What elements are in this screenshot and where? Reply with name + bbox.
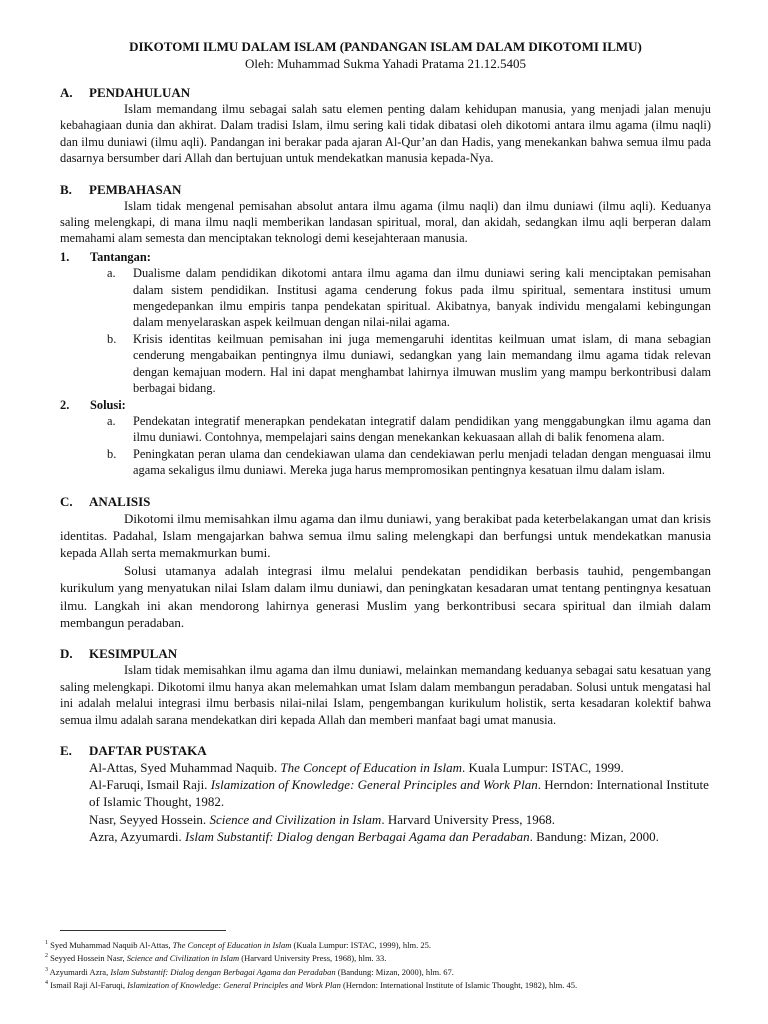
reference-entry: Al-Attas, Syed Muhammad Naquib. The Concept of Education in Islam. Kuala Lumpur: ISTAC, 1999. [89, 760, 624, 775]
list-number: 1. [60, 249, 70, 264]
list-item-text: Peningkatan peran ulama dan cendekiawan ulama dan cendekiawan perlu menjadi teladan dengan menguasai ilmu agama sekaligus ilmu duniawi. Mereka juga harus mempromosikan pentingnya kesatuan ilmu dalam islam. [133, 446, 711, 478]
section-letter: B. [60, 181, 72, 197]
paragraph: Islam tidak mengenal pemisahan absolut antara ilmu agama (ilmu naqli) dan ilmu duniawi (ilmu aqli). Keduanya saling melengkapi, di mana ilmu naqli memberikan landasan spiritual, moral, dan akidah, sedangkan ilmu aqli berperan dalam memahami alam semesta dan menciptakan teknologi demi kesejahteraan manusia. [60, 198, 711, 246]
section-daftar-pustaka [60, 742, 711, 845]
section-pembahasan [60, 181, 711, 479]
footnote: $^4$ Ismail Raji Al-Faruqi, Islamization of Knowledge: General Principles and Work Plan (Herndon: International Institute of Islamic Thought, 1982), hlm. 45. [45, 979, 578, 990]
section-pendahuluan [60, 84, 711, 167]
paragraph: Islam memandang ilmu sebagai salah satu elemen penting dalam kehidupan manusia, yang menjadi jalan menuju kebahagiaan dunia dan akhirat. Dalam tradisi Islam, ilmu sering kali tidak dibatasi oleh dikotomi antara ilmu agama (ilmu naqli) dan ilmu duniawi (ilmu aqli). Pandangan ini berakar pada ajaran Al-Qur’an dan Hadis, yang menekankan bahwa semua ilmu pada dasarnya bersumber dari Allah dan bertujuan untuk mendekatkan manusia kepada-Nya. [60, 102, 711, 166]
document-author: Oleh: Muhammad Sukma Yahadi Pratama 21.12.5405 [245, 56, 526, 71]
list-letter: b. [107, 446, 117, 461]
list-number: 2. [60, 397, 70, 412]
section-title: ANALISIS [89, 493, 151, 509]
list-label: Tantangan: [90, 249, 151, 264]
section-heading [60, 84, 711, 101]
section-heading [60, 493, 711, 510]
list-item-heading [60, 249, 711, 265]
paragraph: Solusi utamanya adalah integrasi ilmu melalui pendekatan pendidikan berbasis tauhid, pengembangan kurikulum yang menyatukan nilai Islam dalam ilmu duniawi, dan peningkatan kesadaran umat tentang pentingnya kesatuan ilmu. Langkah ini akan mendorong lahirnya generasi Muslim yang berkontribusi secara spiritual dan ilmiah dalam membangun peradaban. [60, 562, 711, 630]
list-letter: a. [107, 266, 116, 281]
footnote: $^1$ Syed Muhammad Naquib Al-Attas, The Concept of Education in Islam (Kuala Lumpur: ISTAC, 1999), hlm. 25. [45, 939, 431, 950]
footnote: $^3$ Azyumardi Azra, Islam Substantif: Dialog dengan Berbagai Agama dan Peradaban (Bandung: Mizan, 2000), hlm. 67. [45, 966, 454, 977]
section-heading [60, 742, 711, 759]
section-kesimpulan [60, 645, 711, 728]
list-item-text: Pendekatan integratif menerapkan pendekatan integratif dalam pendidikan yang menggabungkan ilmu agama dan ilmu duniawi. Contohnya, mempelajari sains dengan menekankan kekuasaan allah di balik fenomena alam. [133, 413, 711, 445]
section-heading [60, 645, 711, 662]
section-analisis [60, 493, 711, 632]
reference-entry: Nasr, Seyyed Hossein. Science and Civilization in Islam. Harvard University Press, 1968. [89, 811, 555, 827]
section-title: PEMBAHASAN [89, 181, 182, 197]
reference-entry: Azra, Azyumardi. Islam Substantif: Dialog dengan Berbagai Agama dan Peradaban. Bandung: Mizan, 2000. [89, 828, 659, 844]
section-heading [60, 181, 711, 198]
list-item-text: Krisis identitas keilmuan pemisahan ini juga memengaruhi identitas keilmuan umat islam, di mana sebagian cenderung mengabaikan pentingnya ilmu duniawi, sedangkan yang lain memandang ilmu agama tidak relevan dengan kemajuan modern. Hal ini dapat menghambat lahirnya ilmuwan muslim yang mampu berkontribusi dalam berbagai bidang. [133, 331, 711, 396]
section-letter: C. [60, 493, 73, 509]
paragraph: Islam tidak memisahkan ilmu agama dan ilmu duniawi, melainkan memandang keduanya sebagai satu kesatuan yang saling melengkapi. Dikotomi ilmu hanya akan melemahkan umat Islam dalam membangun peradaban. Solusi untuk mengatasi hal ini adalah melalui integrasi ilmu berbasis nilai-nilai Islam, pengembangan kurikulum holistik, serta kesadaran kolektif bahwa semua ilmu adalah sarana mendekatkan diri kepada Allah dan memberi manfaat bagi umat manusia. [60, 663, 711, 727]
reference-entry: Al-Faruqi, Ismail Raji. Islamization of Knowledge: General Principles and Work Plan. Herndon: International Institute of Islamic Thought, 1982. [89, 777, 709, 810]
footnotes [45, 938, 725, 991]
list-item-text: Dualisme dalam pendidikan dikotomi antara ilmu agama dan ilmu duniawi sering kali menciptakan pemisahan dalam sistem pendidikan. Institusi agama cenderung fokus pada ilmu spiritual, sementara institusi umum mengedepankan ilmu empiris tanpa pendekatan spiritual. Akibatnya, banyak individu mengalami kebingungan dalam menyelaraskan aspek keilmuan dengan nilai-nilai agama. [133, 266, 711, 330]
list-letter: a. [107, 413, 116, 428]
footnote-divider [60, 930, 226, 931]
section-title: KESIMPULAN [89, 646, 178, 662]
list-label: Solusi: [90, 397, 126, 412]
list-item [60, 265, 711, 331]
list-letter: b. [107, 331, 117, 346]
numbered-list [60, 249, 711, 479]
section-title: PENDAHULUAN [89, 85, 191, 100]
list-item-heading [60, 397, 711, 413]
list-item [60, 446, 711, 479]
section-letter: E. [60, 743, 72, 758]
section-title: DAFTAR PUSTAKA [89, 743, 207, 758]
footnote: $^2$ Seyyed Hossein Nasr, Science and Civilization in Islam (Harvard University Press, 1968), hlm. 33. [45, 953, 387, 964]
section-letter: D. [60, 646, 73, 662]
list-item [60, 413, 711, 446]
list-item [60, 331, 711, 397]
section-letter: A. [60, 85, 73, 100]
paragraph: Dikotomi ilmu memisahkan ilmu agama dan ilmu duniawi, yang berakibat pada keterbelakangan umat dan krisis identitas. Padahal, Islam mengajarkan bahwa semua ilmu saling melengkapi dan berfungsi untuk mendekatkan manusia kepada Allah serta memakmurkan bumi. [60, 510, 711, 561]
document-title: DIKOTOMI ILMU DALAM ISLAM (PANDANGAN ISLAM DALAM DIKOTOMI ILMU) [129, 39, 642, 54]
